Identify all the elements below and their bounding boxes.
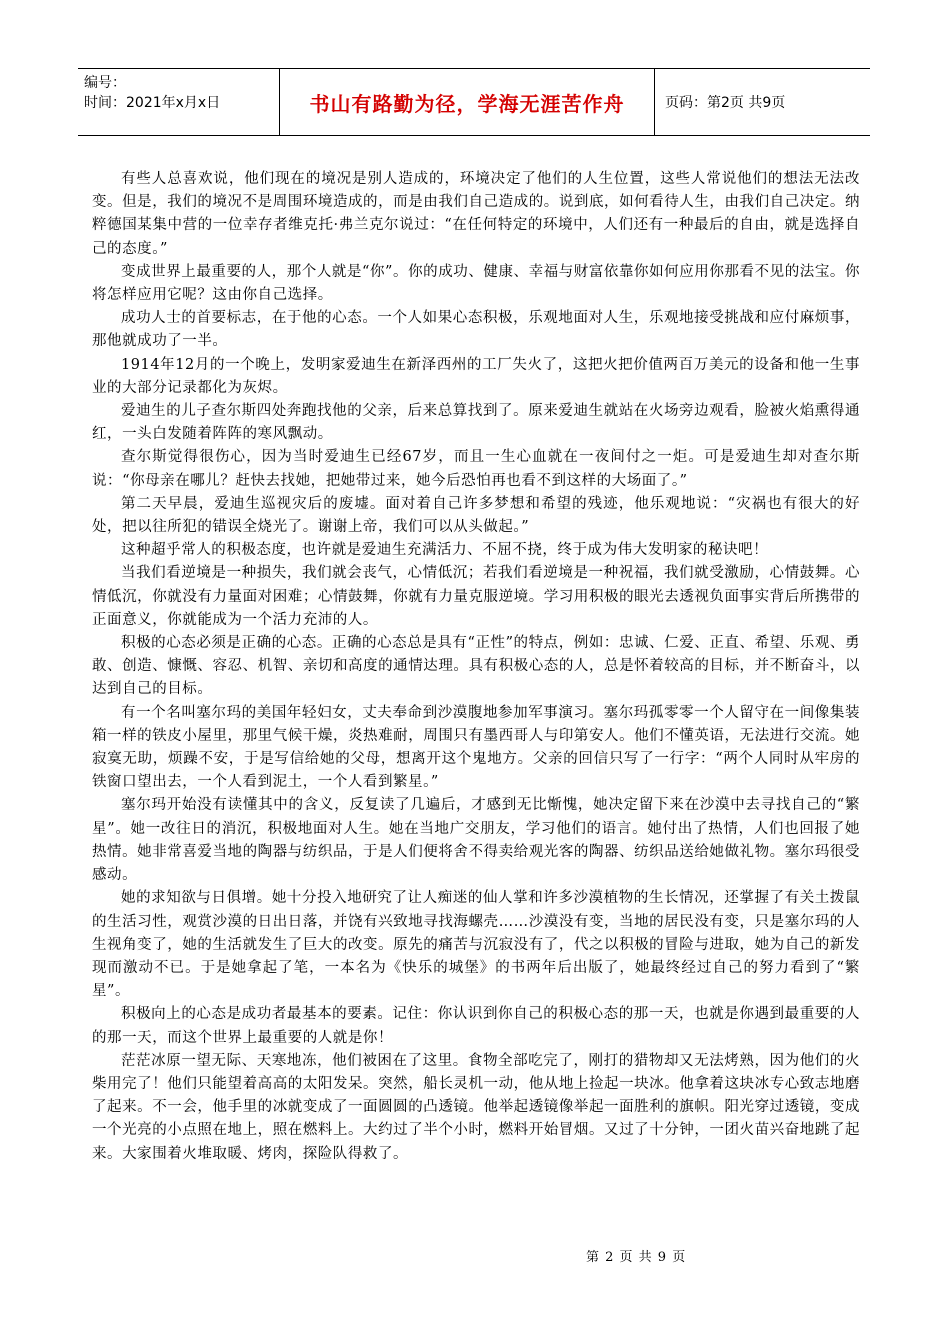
paragraph: 有一个名叫塞尔玛的美国年轻妇女，丈夫奉命到沙漠腹地参加军事演习。塞尔玛孤零零一个人留守在一间像集装箱一样的铁皮小屋里，那里气候干燥，炎热难耐，周围只有墨西哥人与印第安人。他们不懂英语，无法进行交流。她寂寞无助，烦躁不安，于是写信给她的父母，想离开这个鬼地方。父亲的回信只写了一行字：“两个人同时从牢房的铁窗口望出去，一个人看到泥土，一个人看到繁星。” (92, 704, 860, 791)
paragraph: 爱迪生的儿子查尔斯四处奔跑找他的父亲，后来总算找到了。原来爱迪生就站在火场旁边观看，脸被火焰熏得通红，一头白发随着阵阵的寒风飘动。 (92, 403, 860, 443)
paragraph: 1914年12月的一个晚上，发明家爱迪生在新泽西州的工厂失火了，这把火把价值两百万美元的设备和他一生事业的大部分记录都化为灰烬。 (92, 356, 860, 396)
header-meta (78, 69, 280, 135)
paragraph: 茫茫冰原一望无际、天寒地冻，他们被困在了这里。食物全部吃完了，刚打的猎物却又无法烤熟，因为他们的火柴用完了！他们只能望着高高的太阳发呆。突然，船长灵机一动，他从地上捡起一块冰。他拿着这块冰专心致志地磨了起来。不一会，他手里的冰就变成了一面圆圆的凸透镜。他举起透镜像举起一面胜利的旗帜。阳光穿过透镜，变成一个光亮的小点照在地上，照在燃料上。大约过了半个小时，燃料开始冒烟。又过了十分钟，一团火苗兴奋地跳了起来。大家围着火堆取暖、烤肉，探险队得救了。 (92, 1052, 860, 1162)
page-header (78, 68, 870, 136)
paragraph: 有些人总喜欢说，他们现在的境况是别人造成的，环境决定了他们的人生位置，这些人常说他们的想法无法改变。但是，我们的境况不是周围环境造成的，而是由我们自己造成的。说到底，如何看待人生，由我们自己决定。纳粹德国某集中营的一位幸存者维克托·弗兰克尔说过：“在任何特定的环境中，人们还有一种最后的自由，就是选择自己的态度。” (92, 171, 860, 257)
paragraph: 积极向上的心态是成功者最基本的要素。记住：你认识到你自己的积极心态的那一天，也就是你遇到最重要的人的那一天，而这个世界上最重要的人就是你！ (92, 1006, 860, 1046)
paragraph: 她的求知欲与日俱增。她十分投入地研究了让人痴迷的仙人掌和许多沙漠植物的生长情况，还掌握了有关土拨鼠的生活习性，观赏沙漠的日出日落，并饶有兴致地寻找海螺壳……沙漠没有变，当地的居民没有变，只是塞尔玛的人生视角变了，她的生活就发生了巨大的改变。原先的痛苦与沉寂没有了，代之以积极的冒险与进取，她为自己的新发现而激动不已。于是她拿起了笔，一本名为《快乐的城堡》的书两年后出版了，她最终经过自己的努力看到了“繁星”。 (92, 890, 860, 1000)
header-motto: 书山有路勤为径，学海无涯苦作舟 (309, 91, 625, 116)
page-footer: 第 2 页 共 9 页 (586, 1250, 687, 1265)
document-time-label: 时间：2021年x月x日 (84, 95, 221, 111)
header-page-info: 页码：第2页 共9页 (665, 95, 786, 111)
paragraph: 积极的心态必须是正确的心态。正确的心态总是具有“正性”的特点，例如：忠诚、仁爱、正直、希望、乐观、勇敢、创造、慷慨、容忍、机智、亲切和高度的通情达理。具有积极心态的人，总是怀着较高的目标，并不断奋斗，以达到自己的目标。 (92, 635, 860, 698)
paragraph: 这种超乎常人的积极态度，也许就是爱迪生充满活力、不屈不挠，终于成为伟大发明家的秘诀吧！ (121, 542, 769, 559)
paragraph: 成功人士的首要标志，在于他的心态。一个人如果心态积极，乐观地面对人生，乐观地接受挑战和应付麻烦事，那他就成功了一半。 (92, 310, 860, 350)
document-body (92, 168, 860, 1166)
paragraph: 查尔斯觉得很伤心，因为当时爱迪生已经67岁，而且一生心血就在一夜间付之一炬。可是爱迪生却对查尔斯说：“你母亲在哪儿？赶快去找她，把她带过来，她今后恐怕再也看不到这样的大场面了。” (92, 449, 860, 489)
document-number-label: 编号： (84, 75, 126, 91)
header-page-info-cell (655, 69, 870, 135)
paragraph: 当我们看逆境是一种损失，我们就会丧气，心情低沉；若我们看逆境是一种祝福，我们就受激励，心情鼓舞。心情低沉，你就没有力量面对困难；心情鼓舞，你就有力量克服逆境。学习用积极的眼光去透视负面事实背后所携带的正面意义，你就能成为一个活力充沛的人。 (92, 565, 860, 628)
paragraph: 第二天早晨，爱迪生巡视灾后的废墟。面对着自己许多梦想和希望的残迹，他乐观地说：“灾祸也有很大的好处，把以往所犯的错误全烧光了。谢谢上帝，我们可以从头做起。” (92, 495, 860, 536)
header-motto-cell (280, 69, 655, 135)
paragraph: 塞尔玛开始没有读懂其中的含义，反复读了几遍后，才感到无比惭愧，她决定留下来在沙漠中去寻找自己的“繁星”。她一改往日的消沉，积极地面对人生。她在当地广交朋友，学习他们的语言。她付出了热情，人们也回报了她热情。她非常喜爱当地的陶器与纺织品，于是人们便将舍不得卖给观光客的陶器、纺织品送给她做礼物。塞尔玛很受感动。 (92, 797, 860, 884)
paragraph: 变成世界上最重要的人，那个人就是“你”。你的成功、健康、幸福与财富依靠你如何应用你那看不见的法宝。你将怎样应用它呢？这由你自己选择。 (92, 263, 860, 304)
